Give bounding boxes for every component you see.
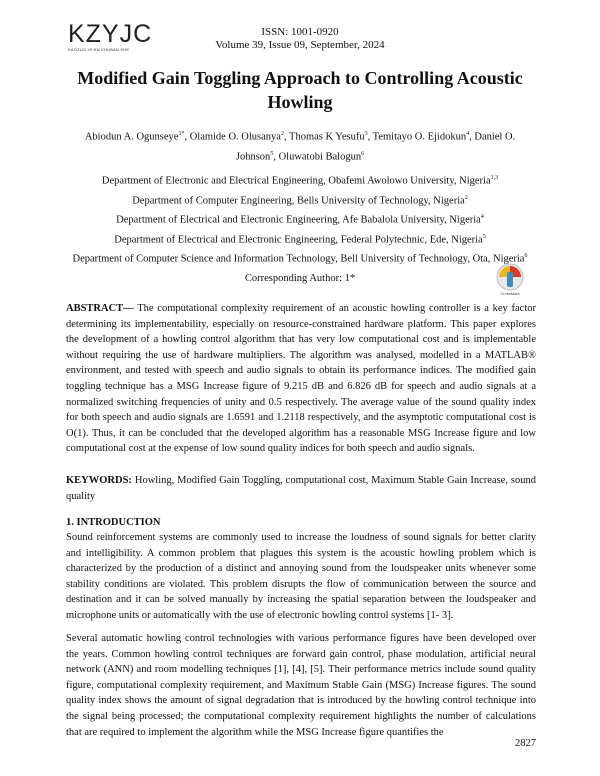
affiliation: Department of Computer Engineering, Bells University of Technology, Nigeria$^2$ (132, 194, 468, 206)
issn: ISSN: 1001-0920 (261, 26, 339, 38)
author-name: Oluwatobi Balogun (278, 151, 362, 162)
author-sup: 5 (270, 150, 274, 157)
author-sup: 4 (466, 131, 470, 137)
crossmark-icon[interactable] (495, 262, 525, 292)
affiliation-list (60, 170, 540, 268)
corresponding-author: Corresponding Author: 1* (244, 273, 356, 284)
keywords-text: Howling, Modified Gain Toggling, computational cost, Maximum Stable Gain Increase, sound quality (66, 475, 536, 502)
crossmark-label: CrossMark (500, 291, 520, 296)
author-name: Temitayo O. Ejidokun (372, 131, 467, 143)
author-sup: 2 (280, 131, 284, 137)
section-heading: 1. INTRODUCTION (66, 517, 161, 528)
paragraph: Several automatic howling control technologies with various performance figures have been developed over the years. Common howling control techniques are forward gain control, phase modulation, artificial neural network (ANN) and room modelling techniques [1], [4], [5]. Their performance metrics include sound quality figure, computational complexity requirement, and Maximum Stable Gain (MSG) Increase figures. The sound quality index shows the amount of signal degradation that is introduced by the howling control technique into the signal being processed; the computational complexity requirement highlights the number of calculations that are required to implement the algorithm while the MSG Increase figure quantifies the (66, 633, 536, 738)
affiliation: Department of Electrical and Electronic Engineering, Federal Polytechnic, Ede, Nigeria$^5$ (114, 233, 486, 245)
abstract (66, 301, 536, 457)
page-number: 2827 (515, 738, 536, 749)
author-sup: 6 (361, 150, 365, 157)
volume-info: Volume 39, Issue 09, September, 2024 (215, 39, 385, 51)
logo-text: KZYJC (68, 20, 153, 48)
affiliation: Department of Electronic and Electrical Engineering, Obafemi Awolowo University, Nigeria$^{1,3}$ (101, 175, 499, 187)
author-name: Thomas K Yesufu (289, 131, 365, 143)
affiliation: Department of Computer Science and Information Technology, Bell University of Technology, Ota, Nigeria$^6$ (72, 253, 528, 265)
author-sup: 3 (364, 131, 368, 137)
abstract-text: The computational complexity requirement of an acoustic howling controller is a key factor determining its implementability, especially on resource-constrained hardware platform. This paper explores the development of a howling control algorithm that has very low computational cost and is implementable without requiring the use of hardware multipliers. The algorithm was analysed, modelled in a MATLAB® environment, and tested with speech and audio signals to obtain its performance indices. The modified gain toggling technique has a MSG Increase figure of 9.215 dB and 6.826 dB for speech and audio signals at a normalized switching frequencies of unity and 0.5 respectively. The average value of the sound quality index for both speech and audio signals are 1.6591 and 1.2118 respectively, and the asymptotic computational cost is O(1). Thus, it can be concluded that the developed algorithm has a reasonable MSG Increase figure and low computational cost at the expense of low sound quality indices for both speech and audio signals. (66, 303, 536, 455)
keywords-label: KEYWORDS: (66, 475, 132, 486)
author-list: Abiodun A. Ogunseye$^{1*}$, Olamide O. Olusanya$^2$, Thomas K Yesufu$^3$, Temitayo O. Ejidokun$^4$, Daniel O. Johnson$^5$, Oluwatobi Balogun$^6$ (84, 131, 516, 162)
paragraph: Sound reinforcement systems are commonly used to increase the loudness of sound signals for better clarity and intelligibility. A common problem that plagues this system is the acoustic howling problem which is characterized by the production of a distinct and annoying sound from the loudspeaker units whenever some stability conditions are violated. This problem disrupts the flow of communication between the source and destination and it can be solved manually by increasing the spatial separation between the loudspeaker and microphone units or automatically with the use of electronic howling control systems [1- 3]. (66, 532, 536, 621)
abstract-label: ABSTRACT— (66, 303, 134, 314)
author-sup: 1* (178, 131, 185, 137)
keywords (66, 473, 536, 504)
author-name: Daniel O. Johnson (235, 131, 516, 162)
author-name: Olamide O. Olusanya (189, 131, 281, 143)
logo-subtext: KAOZUO YEJIN CHUBAN SHE (68, 47, 130, 52)
paper-title: Modified Gain Toggling Approach to Controlling Acoustic Howling (77, 68, 523, 112)
author-name: Abiodun A. Ogunseye (84, 131, 179, 143)
affiliation: Department of Electrical and Electronic Engineering, Afe Babalola University, Nigeria$^4$ (116, 214, 484, 226)
